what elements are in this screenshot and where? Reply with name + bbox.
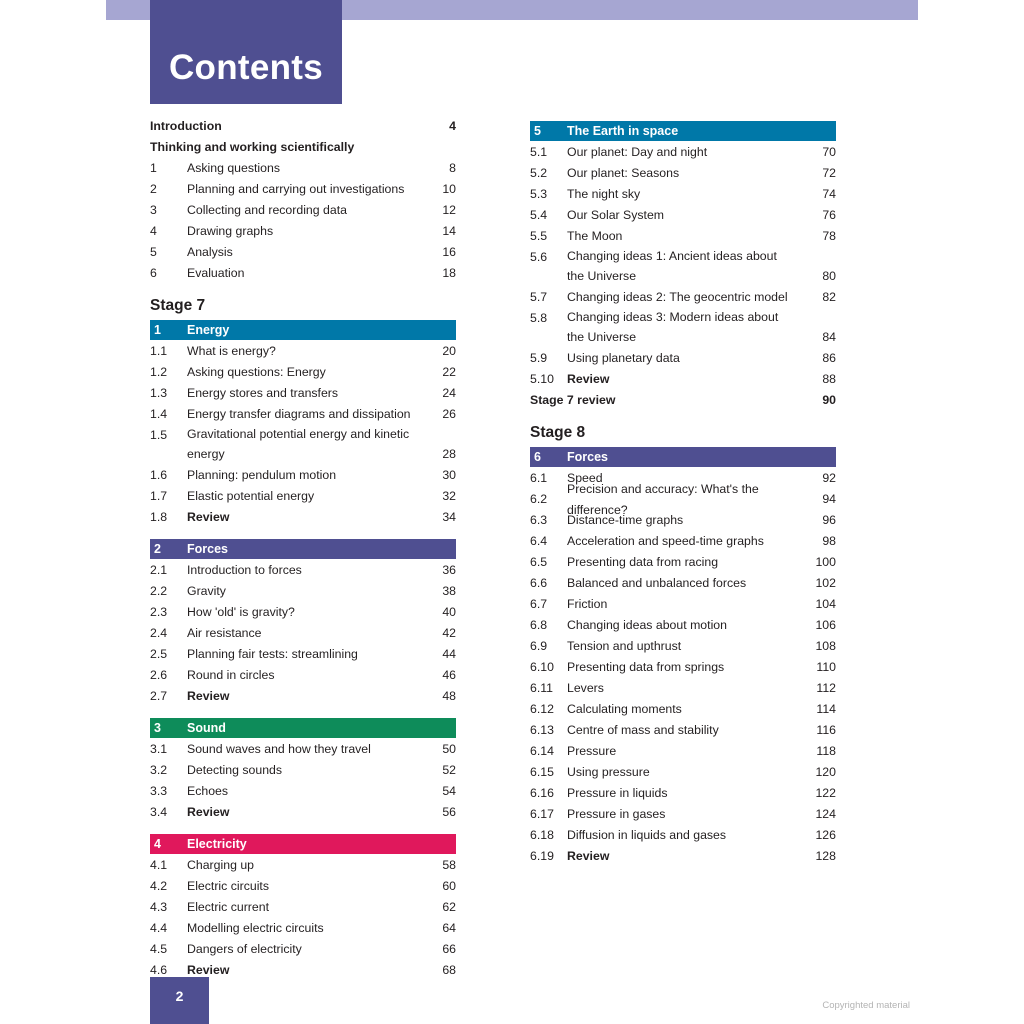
toc-entry[interactable]	[530, 636, 836, 657]
toc-entry[interactable]	[530, 247, 836, 287]
entry-number: 4.5	[150, 942, 168, 956]
entry-title: Changing ideas 2: The geocentric model	[567, 290, 788, 304]
entry-title: Charging up	[187, 858, 254, 872]
toc-entry[interactable]	[530, 783, 836, 804]
entry-title: Dangers of electricity	[187, 942, 302, 956]
entry-title: The night sky	[567, 187, 641, 201]
toc-entry[interactable]	[150, 581, 456, 602]
entry-number: 1.8	[150, 510, 168, 524]
entry-title: Drawing graphs	[187, 224, 274, 238]
entry-title: Review	[187, 689, 230, 703]
entry-number: 6.3	[530, 513, 548, 527]
entry-title: Collecting and recording data	[187, 203, 347, 217]
entry-page: 80	[822, 269, 836, 283]
toc-entry[interactable]	[150, 404, 456, 425]
entry-number: 6.17	[530, 807, 554, 821]
entry-number: 6.5	[530, 555, 548, 569]
entry-page: 110	[816, 660, 836, 674]
entry-title: Introduction to forces	[187, 563, 302, 577]
entry-number: 4.3	[150, 900, 168, 914]
entry-page: 118	[816, 744, 836, 758]
entry-page: 30	[442, 468, 456, 482]
toc-entry[interactable]	[530, 308, 836, 348]
toc-entry[interactable]	[150, 507, 456, 528]
toc-entry[interactable]	[150, 465, 456, 486]
toc-entry[interactable]	[530, 369, 836, 390]
entry-title: Changing ideas 3: Modern ideas about the Universe	[567, 310, 779, 344]
entry-page: 106	[815, 618, 836, 632]
chapter-bar-sound[interactable]	[150, 718, 456, 738]
toc-entry[interactable]	[150, 939, 456, 960]
entry-title: Review	[187, 805, 230, 819]
toc-entry[interactable]	[150, 686, 456, 707]
entry-title: Diffusion in liquids and gases	[567, 828, 727, 842]
toc-entry[interactable]	[150, 486, 456, 507]
entry-page: 68	[442, 963, 456, 977]
entry-title: Electric current	[187, 900, 270, 914]
entry-number: 6.6	[530, 576, 548, 590]
entry-title: How 'old' is gravity?	[187, 605, 295, 619]
page-number-box	[150, 977, 209, 1024]
entry-page: 102	[815, 576, 836, 590]
entry-page: 10	[442, 182, 456, 196]
entry-title: Energy stores and transfers	[187, 386, 339, 400]
entry-number: 6.1	[530, 471, 548, 485]
toc-list-earth-in-space	[530, 142, 836, 390]
section-title: Thinking and working scientifically	[150, 140, 355, 154]
toc-right-column	[530, 121, 836, 867]
entry-page: 120	[815, 765, 836, 779]
toc-entry[interactable]	[150, 221, 456, 242]
entry-number: 6.4	[530, 534, 548, 548]
entry-number: 2.7	[150, 689, 168, 703]
entry-number: 6.2	[530, 492, 548, 506]
toc-entry[interactable]	[150, 179, 456, 200]
entry-title: Gravitational potential energy and kinetic energy	[187, 427, 410, 461]
toc-entry[interactable]	[150, 383, 456, 404]
entry-page: 98	[822, 534, 836, 548]
entry-page: 56	[442, 805, 456, 819]
toc-entry[interactable]	[150, 362, 456, 383]
chapter-bar-earth-in-space[interactable]	[530, 121, 836, 141]
entry-title: Using planetary data	[567, 351, 680, 365]
entry-title: Energy transfer diagrams and dissipation	[187, 407, 411, 421]
entry-page: 128	[815, 849, 836, 863]
entry-title: Presenting data from springs	[567, 660, 725, 674]
chapter-number: 3	[154, 721, 161, 735]
entry-title: Gravity	[187, 584, 226, 598]
entry-page: 72	[822, 166, 836, 180]
entry-page: 26	[442, 407, 456, 421]
entry-title: Precision and accuracy: What's the difference?	[567, 481, 759, 517]
entry-title: Evaluation	[187, 266, 245, 280]
entry-title: Our planet: Seasons	[567, 166, 680, 180]
entry-page: 100	[815, 555, 836, 569]
toc-entry-introduction[interactable]	[150, 116, 456, 137]
entry-number: 5.2	[530, 166, 548, 180]
entry-number: 3.3	[150, 784, 168, 798]
entry-page: 126	[815, 828, 836, 842]
entry-page: 90	[822, 393, 836, 407]
toc-entry[interactable]	[530, 142, 836, 163]
entry-number: 2.3	[150, 605, 168, 619]
chapter-number: 2	[154, 542, 161, 556]
entry-page: 122	[815, 786, 836, 800]
entry-number: 1.1	[150, 344, 168, 358]
entry-page: 84	[822, 330, 836, 344]
entry-title: Tension and upthrust	[567, 639, 682, 653]
entry-page: 52	[442, 763, 456, 777]
entry-title: Pressure in liquids	[567, 786, 668, 800]
entry-number: 6	[150, 266, 157, 280]
entry-page: 12	[442, 203, 456, 217]
entry-title: Air resistance	[187, 626, 262, 640]
toc-entry[interactable]	[150, 341, 456, 362]
toc-entry[interactable]	[150, 760, 456, 781]
entry-title: Pressure	[567, 744, 617, 758]
entry-page: 86	[822, 351, 836, 365]
entry-title: Asking questions	[187, 161, 280, 175]
entry-number: 6.18	[530, 828, 554, 842]
entry-page: 62	[442, 900, 456, 914]
toc-entry[interactable]	[530, 846, 836, 867]
toc-entry[interactable]	[530, 287, 836, 308]
entry-number: 6.16	[530, 786, 554, 800]
toc-entry-stage-7-review[interactable]	[530, 390, 836, 411]
entry-title: Friction	[567, 597, 608, 611]
toc-list-sound	[150, 739, 456, 823]
entry-title: Introduction	[150, 119, 222, 133]
entry-number: 6.15	[530, 765, 554, 779]
entry-page: 42	[442, 626, 456, 640]
chapter-bar-electricity[interactable]	[150, 834, 456, 854]
entry-page: 4	[449, 119, 456, 133]
entry-number: 5.9	[530, 351, 548, 365]
entry-page: 46	[442, 668, 456, 682]
toc-entry[interactable]	[150, 897, 456, 918]
entry-title: Our planet: Day and night	[567, 145, 708, 159]
entry-page: 82	[822, 290, 836, 304]
entry-page: 70	[822, 145, 836, 159]
toc-entry[interactable]	[530, 825, 836, 846]
toc-entry[interactable]	[150, 425, 456, 465]
entry-number: 1.6	[150, 468, 168, 482]
toc-entry[interactable]	[530, 699, 836, 720]
toc-entry[interactable]	[530, 226, 836, 247]
entry-number: 5.6	[530, 250, 548, 264]
toc-list-electricity	[150, 855, 456, 981]
toc-entry[interactable]	[530, 481, 836, 517]
entry-title: Pressure in gases	[567, 807, 666, 821]
entry-title: Acceleration and speed-time graphs	[567, 534, 764, 548]
entry-number: 4.6	[150, 963, 168, 977]
entry-title: Review	[187, 963, 230, 977]
toc-left-column	[150, 116, 456, 981]
entry-title: Speed	[567, 471, 603, 485]
page-title: Contents	[168, 48, 324, 87]
entry-number: 6.13	[530, 723, 554, 737]
entry-page: 36	[442, 563, 456, 577]
entry-number: 2.4	[150, 626, 168, 640]
chapter-title: The Earth in space	[567, 124, 679, 138]
entry-title: Analysis	[187, 245, 233, 259]
entry-page: 66	[442, 942, 456, 956]
toc-entry[interactable]	[150, 781, 456, 802]
entry-title: Using pressure	[567, 765, 650, 779]
entry-number: 4.4	[150, 921, 168, 935]
chapter-title: Electricity	[187, 837, 247, 851]
chapter-bar-forces[interactable]	[150, 539, 456, 559]
entry-page: 104	[815, 597, 836, 611]
chapter-title: Forces	[187, 542, 228, 556]
toc-entry[interactable]	[530, 657, 836, 678]
entry-title: Modelling electric circuits	[187, 921, 324, 935]
entry-number: 4	[150, 224, 157, 238]
entry-page: 116	[816, 723, 836, 737]
entry-title: Presenting data from racing	[567, 555, 719, 569]
toc-entry[interactable]	[150, 158, 456, 179]
toc-entry[interactable]	[150, 560, 456, 581]
entry-title: Echoes	[187, 784, 229, 798]
toc-entry[interactable]	[530, 163, 836, 184]
entry-number: 6.12	[530, 702, 554, 716]
toc-entry[interactable]	[150, 876, 456, 897]
entry-number: 6.7	[530, 597, 548, 611]
entry-title: Balanced and unbalanced forces	[567, 576, 747, 590]
toc-entry[interactable]	[150, 665, 456, 686]
toc-list-intro	[150, 158, 456, 284]
stage-8-heading: Stage 8	[530, 424, 586, 441]
entry-page: 124	[815, 807, 836, 821]
entry-title: Calculating moments	[567, 702, 682, 716]
entry-number: 5.8	[530, 311, 548, 325]
toc-entry[interactable]	[530, 531, 836, 552]
toc-list-energy	[150, 341, 456, 528]
toc-entry[interactable]	[150, 644, 456, 665]
entry-number: 5.7	[530, 290, 548, 304]
entry-page: 18	[442, 266, 456, 280]
entry-title: Detecting sounds	[187, 763, 283, 777]
chapter-title: Forces	[567, 450, 608, 464]
entry-number: 1.7	[150, 489, 168, 503]
entry-title: Planning: pendulum motion	[187, 468, 337, 482]
entry-title: Round in circles	[187, 668, 275, 682]
entry-number: 5.10	[530, 372, 554, 386]
entry-number: 6.19	[530, 849, 554, 863]
entry-page: 60	[442, 879, 456, 893]
entry-number: 1.3	[150, 386, 168, 400]
entry-title: Levers	[567, 681, 604, 695]
entry-page: 88	[822, 372, 836, 386]
entry-page: 64	[442, 921, 456, 935]
toc-entry[interactable]	[150, 739, 456, 760]
entry-title: Changing ideas about motion	[567, 618, 727, 632]
entry-page: 112	[816, 681, 836, 695]
entry-title: Review	[187, 510, 230, 524]
toc-list-forces-stage-8	[530, 468, 836, 867]
entry-page: 78	[822, 229, 836, 243]
toc-entry[interactable]	[530, 678, 836, 699]
entry-page: 48	[442, 689, 456, 703]
toc-entry[interactable]	[530, 552, 836, 573]
entry-number: 3.4	[150, 805, 168, 819]
entry-title: Changing ideas 1: Ancient ideas about the Universe	[567, 249, 777, 283]
entry-page: 24	[442, 386, 456, 400]
toc-entry[interactable]	[150, 623, 456, 644]
entry-number: 2.2	[150, 584, 168, 598]
toc-entry[interactable]	[530, 741, 836, 762]
toc-entry[interactable]	[150, 200, 456, 221]
chapter-number: 5	[534, 124, 541, 138]
toc-entry[interactable]	[150, 802, 456, 823]
entry-title: Planning fair tests: streamlining	[187, 647, 358, 661]
toc-entry[interactable]	[150, 918, 456, 939]
copyright-notice: Copyrighted material	[822, 1000, 910, 1011]
entry-number: 1.5	[150, 428, 168, 442]
entry-page: 44	[442, 647, 456, 661]
entry-number: 6.14	[530, 744, 554, 758]
entry-title: Review	[567, 849, 610, 863]
entry-number: 6.11	[530, 681, 554, 695]
entry-title: Our Solar System	[567, 208, 665, 222]
entry-page: 16	[442, 245, 456, 259]
entry-number: 5	[150, 245, 157, 259]
entry-title: Stage 7 review	[530, 393, 616, 407]
entry-number: 5.5	[530, 229, 548, 243]
toc-entry[interactable]	[530, 205, 836, 226]
entry-page: 14	[442, 224, 456, 238]
entry-page: 20	[442, 344, 456, 358]
entry-number: 6.10	[530, 660, 554, 674]
chapter-number: 4	[154, 837, 161, 851]
entry-number: 5.4	[530, 208, 548, 222]
toc-list-forces	[150, 560, 456, 707]
toc-entry[interactable]	[530, 615, 836, 636]
entry-title: Elastic potential energy	[187, 489, 315, 503]
entry-number: 5.1	[530, 145, 548, 159]
entry-number: 2.1	[150, 563, 168, 577]
entry-number: 3	[150, 203, 157, 217]
entry-title: What is energy?	[187, 344, 276, 358]
toc-entry[interactable]	[530, 720, 836, 741]
toc-entry[interactable]	[530, 348, 836, 369]
entry-number: 6.9	[530, 639, 548, 653]
toc-entry[interactable]	[150, 602, 456, 623]
entry-number: 2.6	[150, 668, 168, 682]
entry-number: 4.1	[150, 858, 168, 872]
chapter-number: 6	[534, 450, 541, 464]
toc-entry[interactable]	[530, 573, 836, 594]
toc-entry[interactable]	[530, 184, 836, 205]
entry-page: 94	[822, 492, 836, 506]
entry-page: 8	[449, 161, 456, 175]
title-box	[150, 0, 342, 104]
entry-title: Planning and carrying out investigations	[187, 182, 405, 196]
entry-page: 58	[442, 858, 456, 872]
entry-page: 76	[822, 208, 836, 222]
chapter-bar-forces-stage-8[interactable]	[530, 447, 836, 467]
entry-number: 2.5	[150, 647, 168, 661]
entry-title: Asking questions: Energy	[187, 365, 326, 379]
toc-entry[interactable]	[530, 510, 836, 531]
entry-number: 1.4	[150, 407, 168, 421]
entry-page: 34	[442, 510, 456, 524]
toc-entry[interactable]	[530, 594, 836, 615]
entry-title: The Moon	[567, 229, 623, 243]
chapter-number: 1	[154, 323, 161, 337]
toc-entry[interactable]	[150, 263, 456, 284]
toc-entry[interactable]	[530, 762, 836, 783]
entry-title: Distance-time graphs	[567, 513, 684, 527]
entry-page: 92	[822, 471, 836, 485]
entry-number: 6.8	[530, 618, 548, 632]
entry-title: Centre of mass and stability	[567, 723, 719, 737]
entry-number: 1	[150, 161, 157, 175]
toc-entry[interactable]	[150, 855, 456, 876]
entry-page: 22	[442, 365, 456, 379]
entry-number: 1.2	[150, 365, 168, 379]
toc-entry[interactable]	[150, 242, 456, 263]
page-number: 2	[175, 988, 184, 1004]
stage-7-heading: Stage 7	[150, 297, 206, 314]
entry-page: 38	[442, 584, 456, 598]
entry-page: 28	[442, 447, 456, 461]
toc-entry[interactable]	[530, 804, 836, 825]
entry-number: 5.3	[530, 187, 548, 201]
toc-section-thinking	[150, 137, 456, 158]
entry-page: 54	[442, 784, 456, 798]
entry-page: 108	[815, 639, 836, 653]
entry-page: 50	[442, 742, 456, 756]
entry-number: 4.2	[150, 879, 168, 893]
chapter-bar-energy[interactable]	[150, 320, 456, 340]
entry-page: 114	[816, 702, 836, 716]
entry-page: 96	[822, 513, 836, 527]
chapter-title: Energy	[187, 323, 230, 337]
entry-page: 40	[442, 605, 456, 619]
entry-title: Review	[567, 372, 610, 386]
entry-page: 32	[442, 489, 456, 503]
entry-title: Electric circuits	[187, 879, 269, 893]
entry-number: 3.1	[150, 742, 168, 756]
entry-page: 74	[822, 187, 836, 201]
entry-number: 3.2	[150, 763, 168, 777]
entry-number: 2	[150, 182, 157, 196]
chapter-title: Sound	[187, 721, 226, 735]
entry-title: Sound waves and how they travel	[187, 742, 371, 756]
